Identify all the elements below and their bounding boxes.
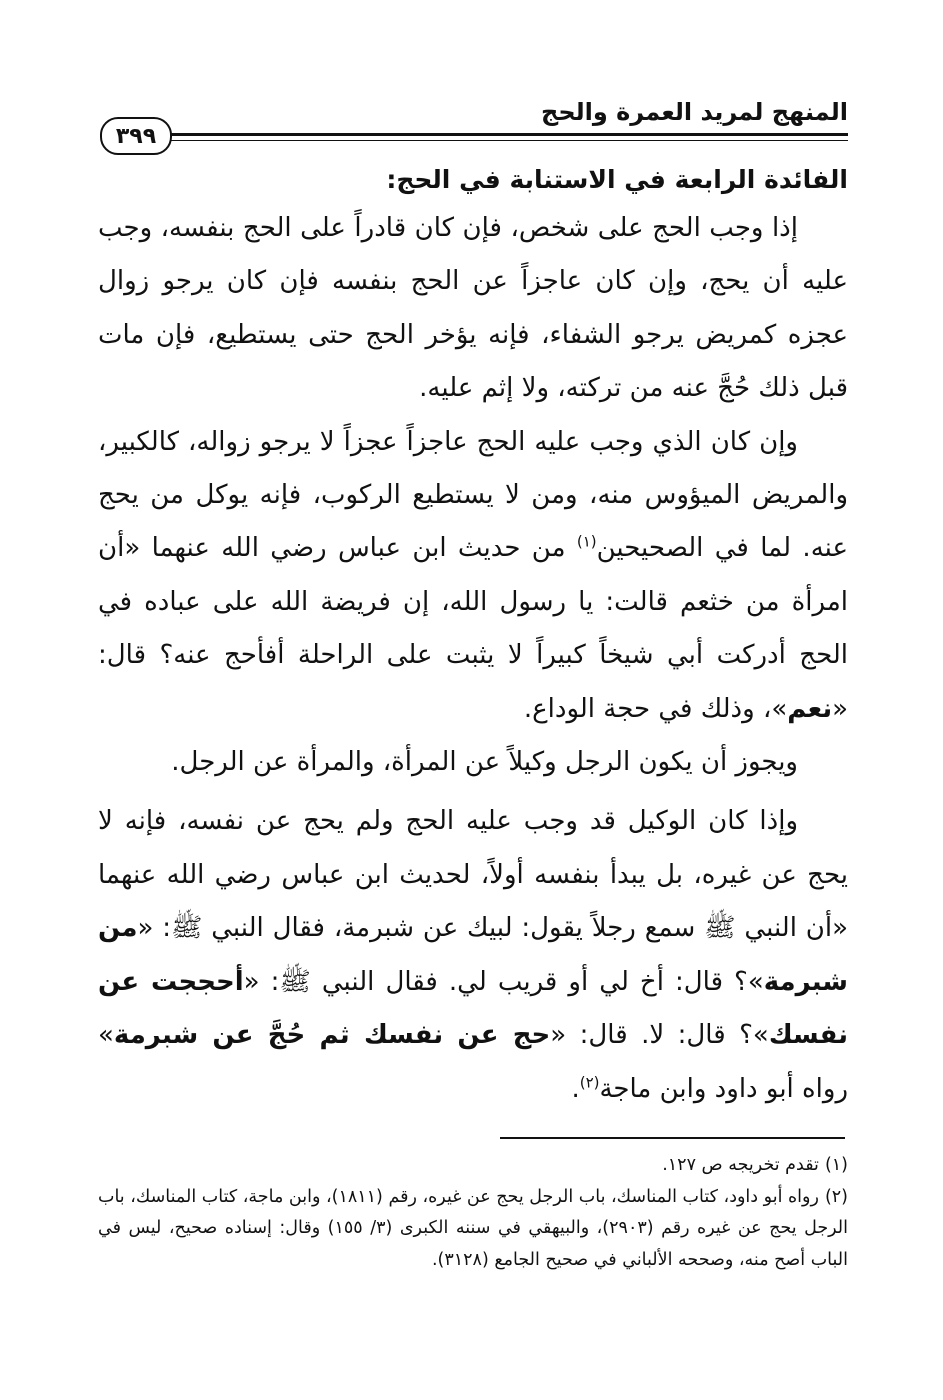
paragraph-4-text: »؟ قال: أخ لي أو قريب لي. فقال النبي ﷺ: « bbox=[243, 966, 764, 997]
footnote-2 bbox=[98, 1182, 848, 1277]
paragraph-2-text: وإن كان الذي وجب عليه الحج عاجزاً عجزاً لا يرجو زواله، كالكبير، والمريض الميؤوس منه، ومن لا يستطيع الركوب، فإنه يوكل من يحج عنه. لما في الصحيحين bbox=[98, 426, 848, 564]
paragraph-4 bbox=[98, 795, 848, 1115]
paragraph-4-text: وإذا كان الوكيل قد وجب عليه الحج ولم يحج عن نفسه، فإنه لا يحج عن غيره، بل يبدأ بنفسه أولاً، لحديث ابن عباس رضي الله عنهما «أن النبي ﷺ سمع رجلاً يقول: لبيك عن شبرمة، فقال النبي ﷺ: « bbox=[98, 806, 848, 944]
paragraph-2-text: من حديث ابن عباس رضي الله عنهما «أن امرأة من خثعم قالت: يا رسول الله، إن فريضة الله على عباده في الحج أدركت أبي شيخاً كبيراً لا يثبت على الراحلة أفأحج عنه؟ قال: « bbox=[98, 533, 848, 724]
footnote-ref-2[interactable]: (٢) bbox=[579, 1072, 600, 1091]
hadith-quote-bold: حج عن نفسك ثم حُجَّ عن شبرمة bbox=[113, 1020, 551, 1051]
footnote-number: (٢) bbox=[824, 1186, 848, 1207]
paragraph-2 bbox=[98, 416, 848, 736]
hadith-quote-bold: أحججت عن نفسك bbox=[98, 966, 848, 1051]
footnote-1 bbox=[98, 1150, 848, 1182]
hadith-quote-bold: نعم bbox=[787, 693, 833, 724]
body-text bbox=[98, 202, 848, 1116]
footnote-number: (١) bbox=[824, 1155, 848, 1175]
footnote-ref-1[interactable]: (١) bbox=[576, 532, 597, 551]
footnote-text: تقدم تخريجه ص ١٢٧. bbox=[662, 1155, 819, 1175]
footnotes bbox=[98, 1150, 848, 1276]
paragraph-4-text: »؟ قال: لا. قال: « bbox=[550, 1020, 769, 1051]
footnote-separator bbox=[500, 1137, 845, 1139]
paragraph-2-text: »، وذلك في حجة الوداع. bbox=[523, 693, 788, 724]
footnote-text: رواه أبو داود، كتاب المناسك، باب الرجل يحج عن غيره، رقم (١٨١١)، وابن ماجة، كتاب المناسك، باب الرجل يحج عن غيره رقم (٢٩٠٣)، والبيهقي في سننه الكبرى (٣/ ١٥٥) وقال: إسناده صحيح، ليس في الباب أصح منه، وصححه الألباني في صحيح الجامع (٣١٢٨). bbox=[98, 1186, 848, 1270]
hadith-quote-bold: من شبرمة bbox=[98, 913, 848, 997]
paragraph-4-text: » رواه أبو داود وابن ماجة bbox=[98, 1020, 848, 1104]
header-rule bbox=[170, 133, 848, 141]
section-heading: الفائدة الرابعة في الاستنابة في الحج: bbox=[386, 165, 848, 194]
paragraph-1: إذا وجب الحج على شخص، فإن كان قادراً على الحج بنفسه، وجب عليه أن يحج، وإن كان عاجزاً عن الحج بنفسه فإن كان يرجو زوال عجزه كمريض يرجو الشفاء، فإنه يؤخر الحج حتى يستطيع، فإن مات قبل ذلك حُجَّ عنه من تركته، ولا إثم عليه. bbox=[98, 213, 848, 404]
page-number: ٣٩٩ bbox=[100, 117, 172, 155]
paragraph-3: ويجوز أن يكون الرجل وكيلاً عن المرأة، والمرأة عن الرجل. bbox=[171, 747, 798, 778]
paragraph-4-text: . bbox=[571, 1073, 580, 1104]
running-title: المنهج لمريد العمرة والحج bbox=[541, 98, 848, 126]
